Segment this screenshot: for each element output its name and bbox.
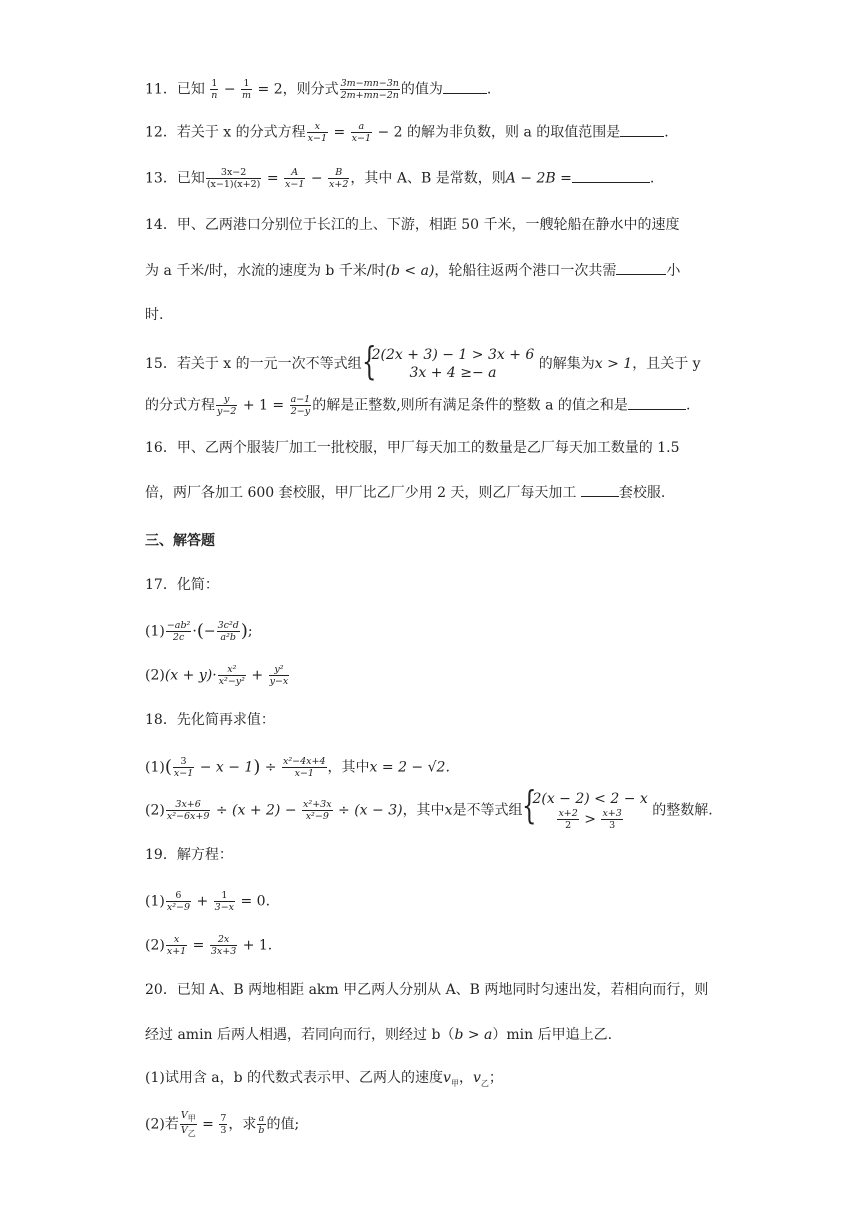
question-17-title: 17．化简： (145, 577, 219, 593)
fraction: $\frac{6}{\text{x²−9}}$ (166, 890, 191, 913)
question-15-line-2: 的分式方程 $\frac{y}{y-2}$ + 1 = $\frac{a-1}{2-y}$ 的解是正整数,则所有满足条件的整数 a 的值之和是 . (145, 394, 691, 417)
fraction: $\frac{A}{x-1}$ (285, 167, 305, 190)
question-20-line-4: (2)若 $\frac{V_甲}{V_乙}$ = $\frac{7}{3}$ ，求 $\frac{a}{b}$ 的值; (145, 1110, 300, 1138)
fraction: $\frac{1}{3-x}$ (214, 890, 235, 913)
question-18-part-1: (1)( $\frac{3}{x-1}$ − x − 1) ÷ $\frac{\text{x²−4x+4}}{x-1}$ ，其中x = 2 − √2. (145, 756, 450, 779)
fraction: $\frac{a}{x-1}$ (351, 121, 372, 144)
fraction: $\frac{V_甲}{V_乙}$ (180, 1110, 196, 1138)
fraction: $\frac{1}{n}$ (211, 78, 218, 101)
fraction: $\frac{3}{x-1}$ (173, 756, 194, 779)
question-19-title: 19．解方程： (145, 847, 233, 863)
question-14-line-2: 为 a 千米/时，水流的速度为 b 千米/时(b < a)，轮船往返两个港口一次共需 小 (145, 260, 680, 281)
answer-blank (628, 395, 686, 410)
question-12: 12．若关于 x 的分式方程 $\frac{x}{x-1}$ = $\frac{a}{x-1}$ − 2 的解为非负数，则 a 的取值范围是 . (145, 121, 669, 144)
fraction: $\frac{a}{b}$ (258, 1112, 265, 1136)
fraction: $\frac{1}{m}$ (242, 78, 252, 101)
question-17-part-2: (2)(x + y)· $\frac{\text{x²}}{\text{x²−y²}}$ + $\frac{\text{y²}}{y-x}$ (145, 664, 289, 687)
fraction: $\frac{\text{x²}}{\text{x²−y²}}$ (218, 664, 245, 687)
fraction: $\frac{\text{x²+3x}}{\text{x²−9}}$ (303, 799, 332, 822)
question-20-line-1: 20．已知 A、B 两地相距 akm 甲乙两人分别从 A、B 两地同时匀速出发，若相向而行，则 (145, 982, 709, 998)
question-18-title: 18．先化简再求值： (145, 712, 275, 728)
question-11: 11．已知 $\frac{1}{n}$ − $\frac{1}{m}$ = 2，则分式 $\frac{3m-mn-3n}{2m+mn-2n}$ 的值为 . (145, 78, 492, 101)
fraction: $\frac{2x}{3x+3}$ (210, 934, 237, 957)
question-20-line-2: 经过 amin 后两人相遇，若同向而行，则经过 b（b > a）min 后甲追上乙. (145, 1027, 613, 1043)
fraction: $\frac{x}{x+1}$ (166, 934, 187, 957)
fraction: $\frac{a-1}{2-y}$ (290, 394, 311, 417)
inequality-system: { 2(2x + 3) − 1 > 3x + 6 3x + 4 ≥− a (361, 339, 535, 383)
fraction: $\frac{\text{y²}}{y-x}$ (269, 664, 289, 687)
question-16-line-2: 倍，两厂各加工 600 套校服，甲厂比乙厂少用 2 天，则乙厂每天加工 套校服. (145, 482, 665, 503)
answer-blank (443, 79, 487, 94)
question-17-part-1: (1) $\frac{\text{−ab²}}{2c}$ ·(− $\frac{\text{3c²d}}{\text{a²b}}$ ); (145, 620, 253, 643)
fraction: $\frac{7}{3}$ (220, 1112, 227, 1136)
question-18-part-2: (2) $\frac{3x+6}{\text{x²−6x+9}}$ ÷ (x + 2) − $\frac{\text{x²+3x}}{\text{x²−9}}$ ÷ (x − 3)，其中x是不等式组 { 2(x − 2) < 2 − x $\frac{x+2}{2}$ > $\frac{x+3}{3}$ 的整数解. (145, 783, 713, 831)
fraction: $\frac{y}{y-2}$ (217, 394, 237, 417)
fraction: $\frac{\text{x²−4x+4}}{x-1}$ (283, 756, 326, 779)
fraction: $\frac{\text{3c²d}}{\text{a²b}}$ (217, 620, 239, 643)
question-19-part-1: (1) $\frac{6}{\text{x²−9}}$ + $\frac{1}{3-x}$ = 0. (145, 890, 271, 913)
answer-blank (616, 260, 666, 275)
question-13: 13．已知 $\frac{3x-2}{(x-1)(x+2)}$ = $\frac{A}{x-1}$ − $\frac{B}{x+2}$ ，其中 A、B 是常数，则A − 2B = . (145, 167, 655, 190)
question-20-line-3: (1)试用含 a，b 的代数式表示甲、乙两人的速度$v_甲$，$v_乙$； (145, 1070, 503, 1088)
answer-blank (581, 482, 619, 497)
fraction: $\frac{x}{x-1}$ (307, 121, 327, 144)
answer-blank (620, 122, 664, 137)
question-19-part-2: (2) $\frac{x}{x+1}$ = $\frac{2x}{3x+3}$ + 1. (145, 934, 273, 957)
inequality-system: { 2(x − 2) < 2 − x $\frac{x+2}{2}$ > $\frac{x+3}{3}$ (522, 783, 648, 831)
fraction: $\frac{3x+6}{\text{x²−6x+9}}$ (166, 799, 210, 822)
question-14-line-1: 14．甲、乙两港口分别位于长江的上、下游，相距 50 千米，一艘轮船在静水中的速度 (145, 217, 680, 233)
question-15-line-1: 15．若关于 x 的一元一次不等式组 { 2(2x + 3) − 1 > 3x + 6 3x + 4 ≥− a 的解集为x > 1，且关于 y (145, 339, 701, 383)
fraction: $\frac{B}{x+2}$ (329, 167, 349, 190)
fraction: $\frac{3m-mn-3n}{2m+mn-2n}$ (340, 78, 399, 101)
question-14-line-3: 时. (145, 307, 164, 323)
fraction: $\frac{\text{−ab²}}{2c}$ (166, 620, 191, 643)
question-16-line-1: 16．甲、乙两个服装厂加工一批校服，甲厂每天加工的数量是乙厂每天加工数量的 1.5 (145, 440, 680, 456)
section-heading: 三、解答题 (145, 533, 215, 549)
answer-blank (572, 168, 650, 183)
fraction: $\frac{3x-2}{(x-1)(x+2)}$ (206, 167, 261, 190)
